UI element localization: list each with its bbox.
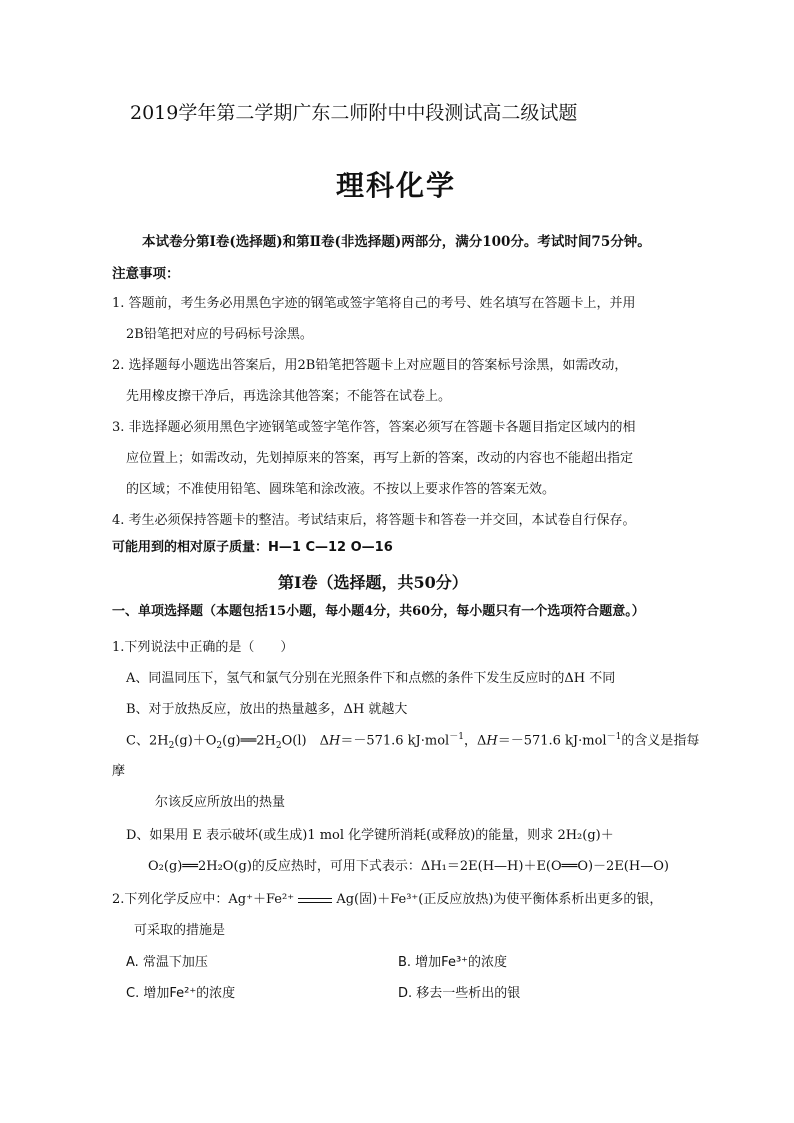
q1-option-d-line-2: O₂(g)══2H₂O(g)的反应热时，可用下式表示：ΔH₁＝2E(H—H)＋E(O══O)－2E(H—O) bbox=[148, 859, 669, 874]
note-4: 4. 考生必须保持答题卡的整洁。考试结束后，将答题卡和答卷一并交回，本试卷自行保存。 bbox=[112, 513, 636, 528]
q1-option-c-continued: 尔该反应所放出的热量 bbox=[155, 795, 286, 810]
q2-stem-line-1 bbox=[112, 888, 662, 907]
intro-text: 本试卷分第Ⅰ卷(选择题)和第Ⅱ卷(非选择题)两部分，满分100分。考试时间75分钟。 bbox=[142, 234, 651, 250]
q1-option-c-prefix: C、 bbox=[126, 733, 149, 749]
note-2-line-1: 2. 选择题每小题选出答案后，用2B铅笔把答题卡上对应题目的答案标号涂黑，如需改动， bbox=[112, 358, 628, 373]
q2-option-b: B. 增加Fe³⁺的浓度 bbox=[398, 955, 508, 970]
equilibrium-arrow-icon bbox=[298, 895, 332, 905]
q1-stem: 1.下列说法中正确的是（ ） bbox=[112, 640, 294, 655]
q1-option-a: A、同温同压下，氢气和氯气分别在光照条件下和点燃的条件下发生反应时的ΔH 不同 bbox=[126, 671, 616, 686]
q2-stem-left: 2.下列化学反应中：Ag⁺＋Fe²⁺ bbox=[112, 892, 295, 907]
note-1-line-1: 1. 答题前，考生务必用黑色字迹的钢笔或签字笔将自己的考号、姓名填写在答题卡上，并用 bbox=[112, 296, 636, 311]
q2-option-d: D. 移去一些析出的银 bbox=[398, 986, 521, 1001]
note-3-line-1: 3. 非选择题必须用黑色字迹钢笔或签字笔作答，答案必须写在答题卡各题目指定区域内的相 bbox=[112, 420, 636, 435]
part-1-title: 一、单项选择题（本题包括15小题，每小题4分，共60分，每小题只有一个选项符合题意。） bbox=[112, 604, 645, 619]
section-1-title: 第Ⅰ卷（选择题，共50分） bbox=[278, 573, 468, 592]
exam-title: 2019学年第二学期广东二师附中中段测试高二级试题 bbox=[130, 102, 578, 124]
notes-heading: 注意事项： bbox=[112, 266, 180, 282]
q1-option-c-wrap: 摩 bbox=[112, 764, 126, 779]
q2-stem-line-2: 可采取的措施是 bbox=[134, 923, 226, 938]
subject-title: 理科化学 bbox=[336, 169, 457, 202]
note-2-line-2: 先用橡皮擦干净后，再选涂其他答案；不能答在试卷上。 bbox=[126, 389, 452, 404]
q1-option-d-line-1: D、如果用 E 表示破坏(或生成)1 mol 化学键所消耗(或释放)的能量，则求 2H₂(g)＋ bbox=[126, 828, 614, 843]
q1-option-c: C、$2H_2(g)+O_2(g)══2H_2O(l)$ ΔH＝－571.6 kJ·mol$^{-1}$，ΔH＝－571.6 kJ·mol$^{-1}$的含义是指每 bbox=[126, 732, 700, 751]
note-1-line-2: 2B铅笔把对应的号码标号涂黑。 bbox=[126, 327, 313, 342]
note-3-line-2: 应位置上；如需改动，先划掉原来的答案，再写上新的答案，改动的内容也不能超出指定 bbox=[126, 451, 634, 466]
q1-option-b: B、对于放热反应，放出的热量越多，ΔH 就越大 bbox=[126, 702, 408, 717]
q2-option-c: C. 增加Fe²⁺的浓度 bbox=[126, 986, 236, 1001]
note-3-line-3: 的区域；不准使用铅笔、圆珠笔和涂改液。不按以上要求作答的答案无效。 bbox=[126, 482, 556, 497]
q2-option-a: A. 常温下加压 bbox=[126, 955, 208, 970]
atomic-mass-line: 可能用到的相对原子质量：H—1 C—12 O—16 bbox=[112, 540, 393, 555]
q2-stem-right: Ag(固)＋Fe³⁺(正反应放热)为使平衡体系析出更多的银， bbox=[336, 892, 663, 907]
